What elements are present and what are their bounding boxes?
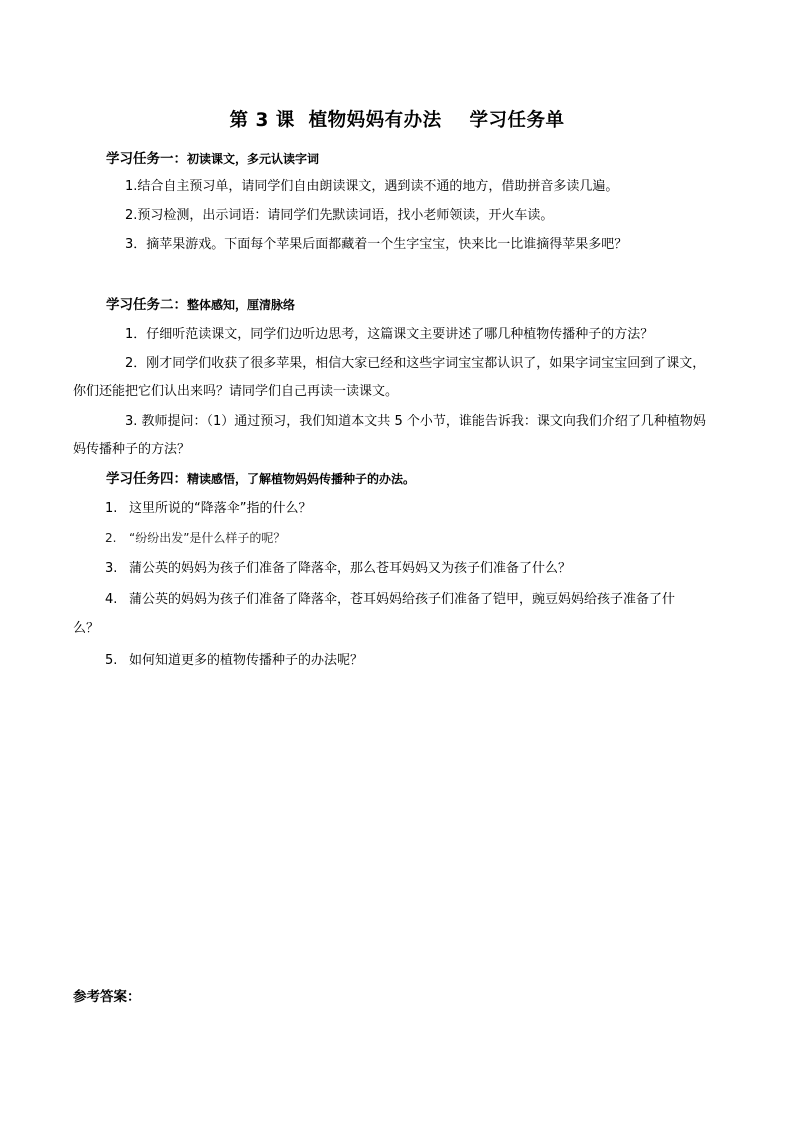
task4-question-4-line-1 [105, 591, 675, 609]
task2-item-3-line-1: 3. 教师提问：（1）通过预习，我们知道本文共 5 个小节，谁能告诉我：课文向我们介绍了几种植物妈 [125, 414, 706, 429]
task2-item-2-line-2: 你们还能把它们认出来吗？请同学们自己再读一读课文。 [73, 384, 399, 399]
task1-item-2: 2.预习检测，出示词语：请同学们先默读词语，找小老师领读，开火车读。 [125, 208, 554, 223]
question-text: 蒲公英的妈妈为孩子们准备了降落伞，苍耳妈妈给孩子们准备了铠甲，豌豆妈妈给孩子准备了什 [129, 592, 676, 607]
task1-item-1: 1.结合自主预习单，请同学们自由朗读课文，遇到读不通的地方，借助拼音多读几遍。 [125, 179, 619, 194]
question-number: 5. [105, 653, 118, 668]
question-number: 4. [105, 592, 118, 607]
task2-heading-lead: 学习任务二： [106, 297, 187, 313]
task4-heading [106, 470, 415, 489]
task4-heading-sub: 精读感悟，了解植物妈妈传播种子的办法。 [187, 472, 416, 486]
task2-item-1: 1．仔细听范读课文，同学们边听边思考，这篇课文主要讲述了哪几种植物传播种子的方法？ [125, 327, 654, 342]
task1-heading [106, 150, 319, 169]
task2-heading [106, 296, 295, 315]
question-text: 这里所说的“降落伞”指的什么？ [129, 501, 312, 516]
answers-label: 参考答案： [73, 989, 141, 1005]
task2-item-2-line-1: 2．刚才同学们收获了很多苹果，相信大家已经和这些字词宝宝都认识了，如果字词宝宝回到了课文， [125, 356, 706, 371]
task1-heading-sub: 初读课文，多元认读字词 [187, 152, 320, 166]
page-title: 第 3 课 植物妈妈有办法 学习任务单 [229, 110, 565, 131]
task2-heading-sub: 整体感知，厘清脉络 [187, 298, 296, 312]
task4-question-2 [105, 529, 285, 547]
task1-item-3: 3．摘苹果游戏。下面每个苹果后面都藏着一个生字宝宝，快来比一比谁摘得苹果多吧？ [125, 237, 628, 252]
question-number: 2. [105, 531, 117, 545]
task1-heading-lead: 学习任务一： [106, 151, 187, 167]
task4-question-5 [105, 652, 363, 670]
question-number: 1. [105, 501, 118, 516]
question-text: 蒲公英的妈妈为孩子们准备了降落伞，那么苍耳妈妈又为孩子们准备了什么？ [129, 561, 572, 576]
question-text: 如何知道更多的植物传播种子的办法呢？ [129, 653, 364, 668]
question-text: “纷纷出发”是什么样子的呢？ [129, 531, 286, 545]
task4-question-4-line-2: 么？ [73, 621, 100, 636]
task2-item-3-line-2: 妈传播种子的方法？ [73, 442, 191, 457]
task4-question-1 [105, 500, 311, 518]
task4-heading-lead: 学习任务四： [106, 471, 187, 487]
question-number: 3. [105, 561, 118, 576]
task4-question-3 [105, 560, 571, 578]
